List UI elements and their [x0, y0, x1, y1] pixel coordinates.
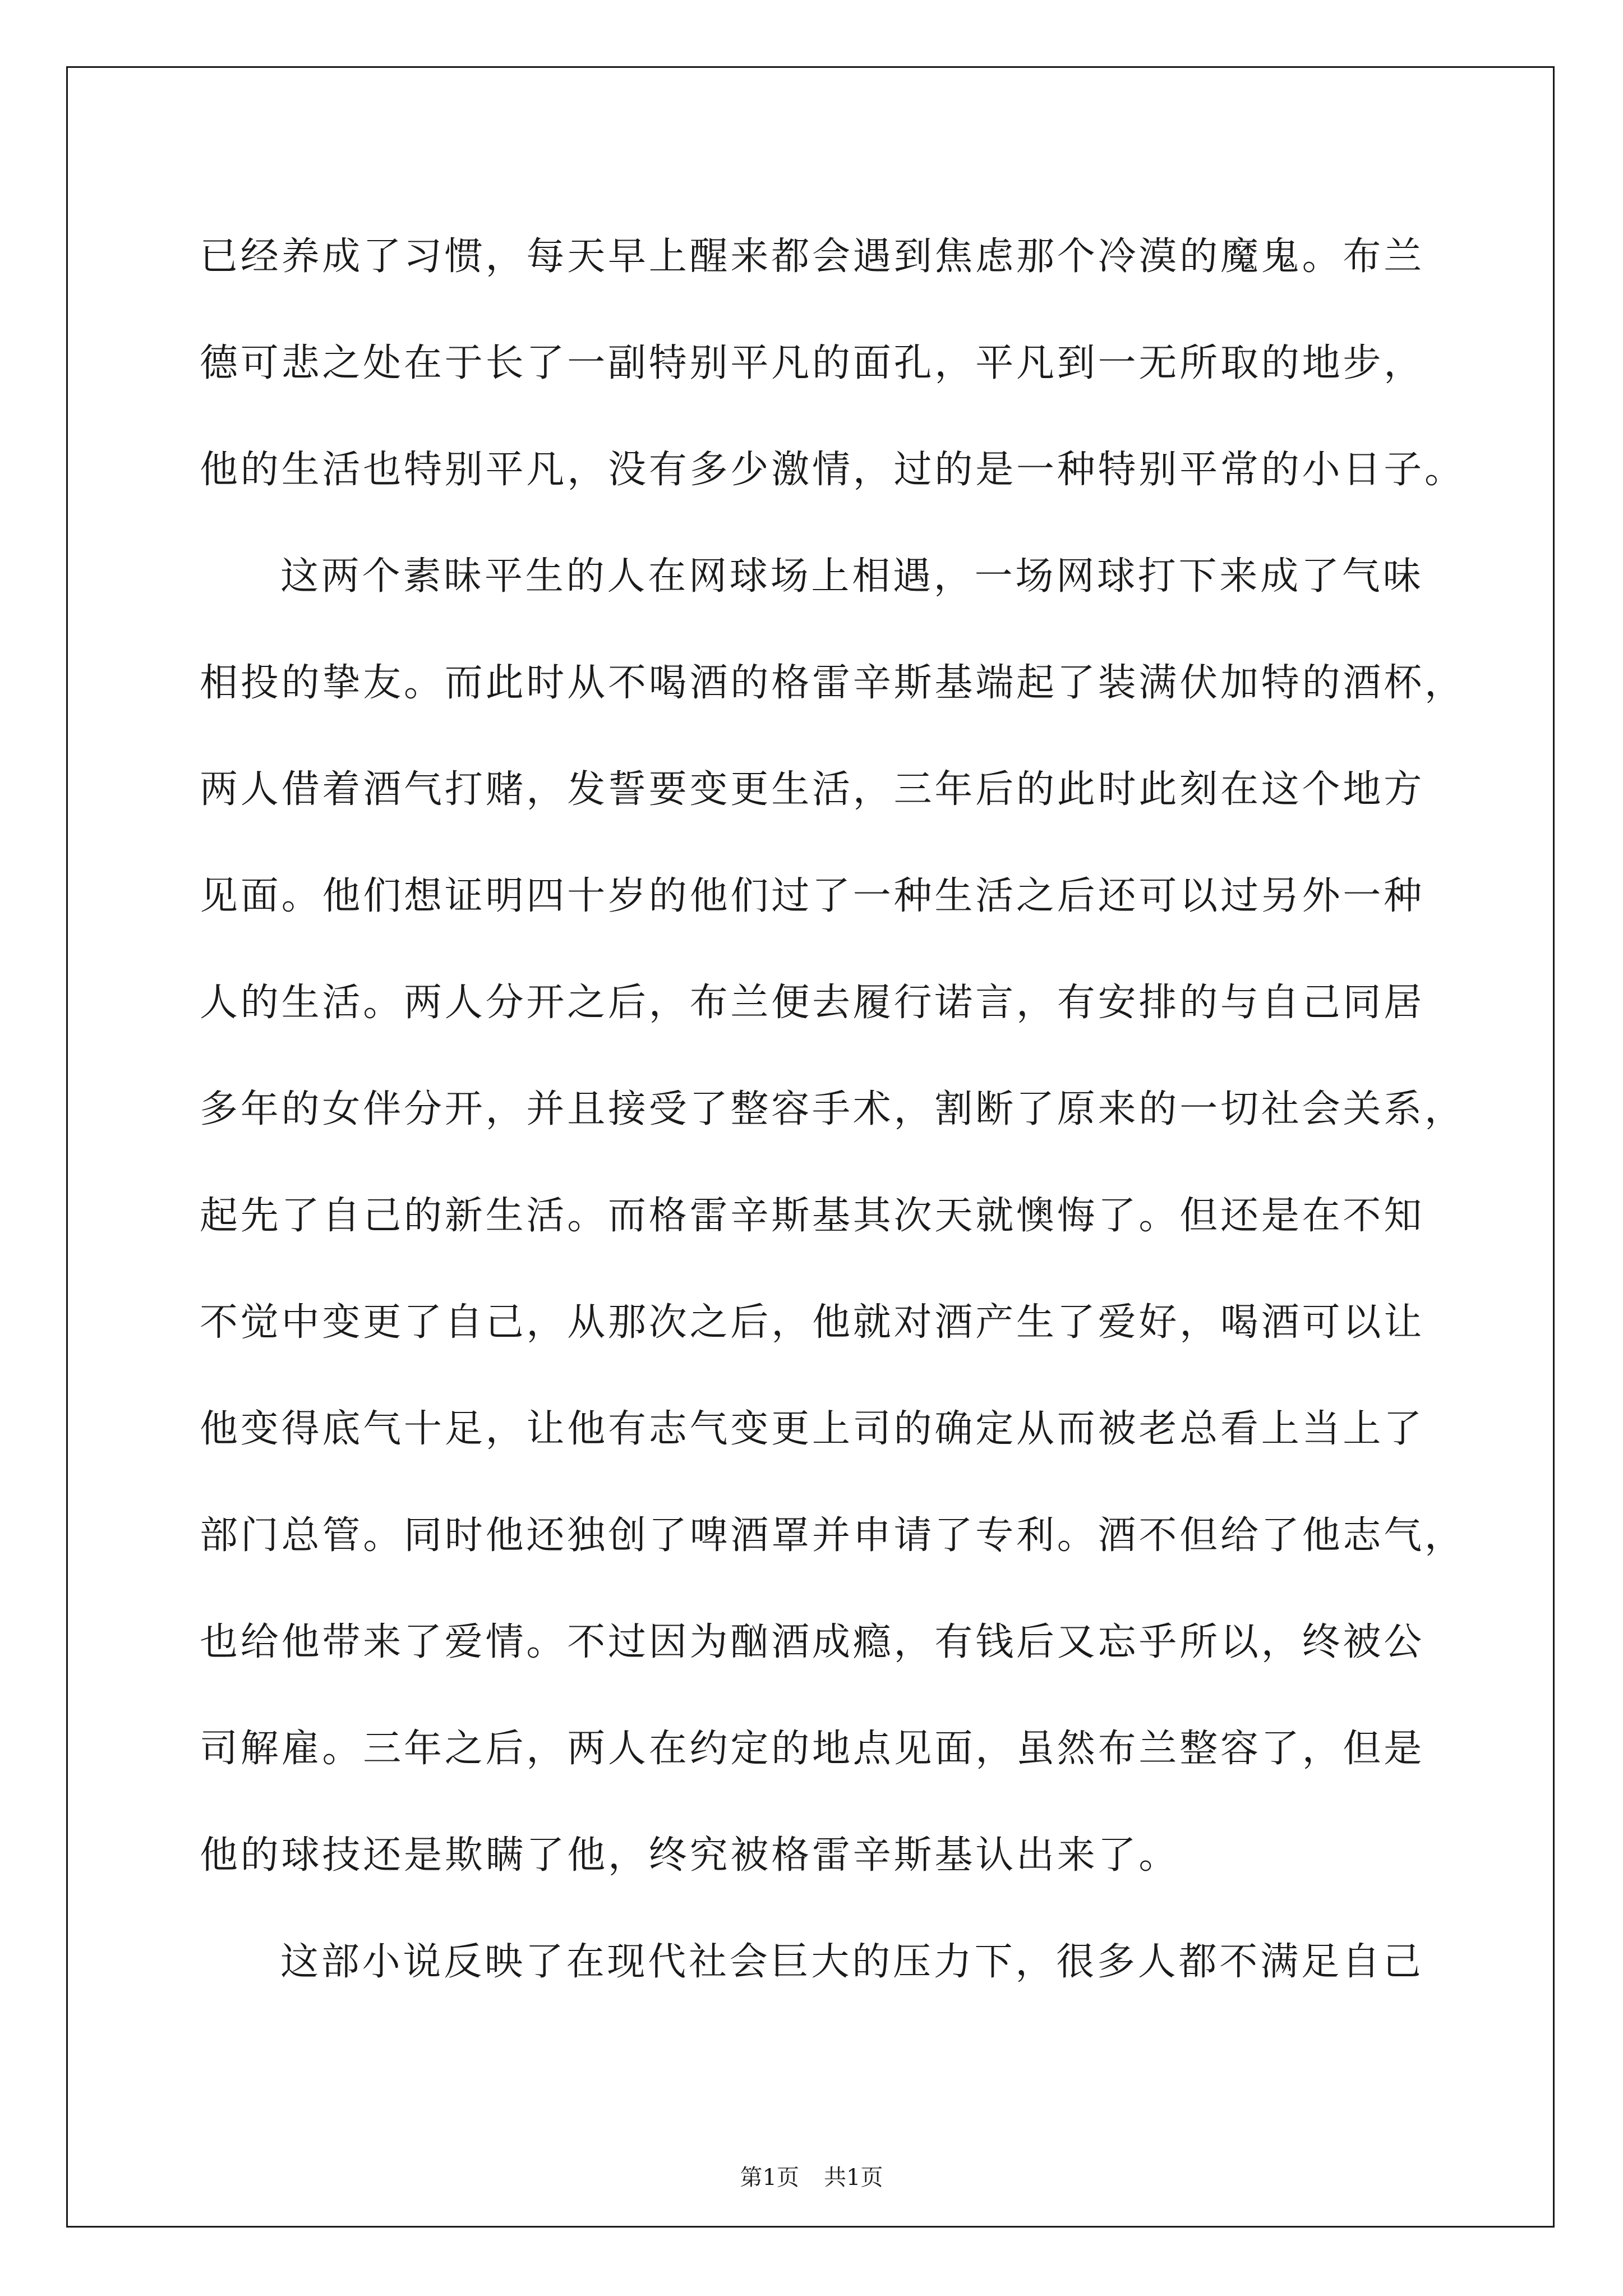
- text-line: 不觉中变更了自己，从那次之后，他就对酒产生了爱好，喝酒可以让: [200, 1300, 1425, 1345]
- text-line: 人的生活。两人分开之后，布兰便去履行诺言，有安排的与自己同居: [200, 981, 1425, 1025]
- paragraph-start-line: 这两个素昧平生的人在网球场上相遇，一场网球打下来成了气味: [280, 554, 1424, 599]
- page-number: 第1页: [740, 2165, 799, 2191]
- text-line: 两人借着酒气打赌，发誓要变更生活，三年后的此时此刻在这个地方: [200, 767, 1425, 812]
- text-line: 也给他带来了爱情。不过因为酗酒成瘾，有钱后又忘乎所以，终被公: [200, 1620, 1425, 1664]
- text-line: 他变得底气十足，让他有志气变更上司的确定从而被老总看上当上了: [200, 1407, 1425, 1451]
- text-line: 他的生活也特别平凡，没有多少激情，过的是一种特别平常的小日子。: [200, 448, 1465, 492]
- text-line: 已经养成了习惯，每天早上醒来都会遇到焦虑那个冷漠的魔鬼。布兰: [200, 234, 1425, 279]
- text-line: 他的球技还是欺瞒了他，终究被格雷辛斯基认出来了。: [200, 1833, 1180, 1878]
- text-line: 多年的女伴分开，并且接受了整容手术，割断了原来的一切社会关系，: [200, 1087, 1465, 1131]
- text-line: 部门总管。同时他还独创了啤酒罩并申请了专利。酒不但给了他志气，: [200, 1513, 1465, 1558]
- page-total: 共1页: [824, 2165, 883, 2191]
- text-line: 见面。他们想证明四十岁的他们过了一种生活之后还可以过另外一种: [200, 874, 1425, 918]
- text-line: 司解雇。三年之后，两人在约定的地点见面，虽然布兰整容了，但是: [200, 1727, 1425, 1771]
- text-line: 德可悲之处在于长了一副特别平凡的面孔，平凡到一无所取的地步，: [200, 341, 1425, 385]
- document-body: [200, 212, 1465, 2024]
- text-line: 起先了自己的新生活。而格雷辛斯基其次天就懊悔了。但还是在不知: [200, 1194, 1425, 1238]
- text-line: 相投的挚友。而此时从不喝酒的格雷辛斯基端起了装满伏加特的酒杯，: [200, 661, 1465, 705]
- page-footer: [0, 2160, 1623, 2192]
- paragraph-start-line: 这部小说反映了在现代社会巨大的压力下，很多人都不满足自己: [280, 1940, 1424, 1984]
